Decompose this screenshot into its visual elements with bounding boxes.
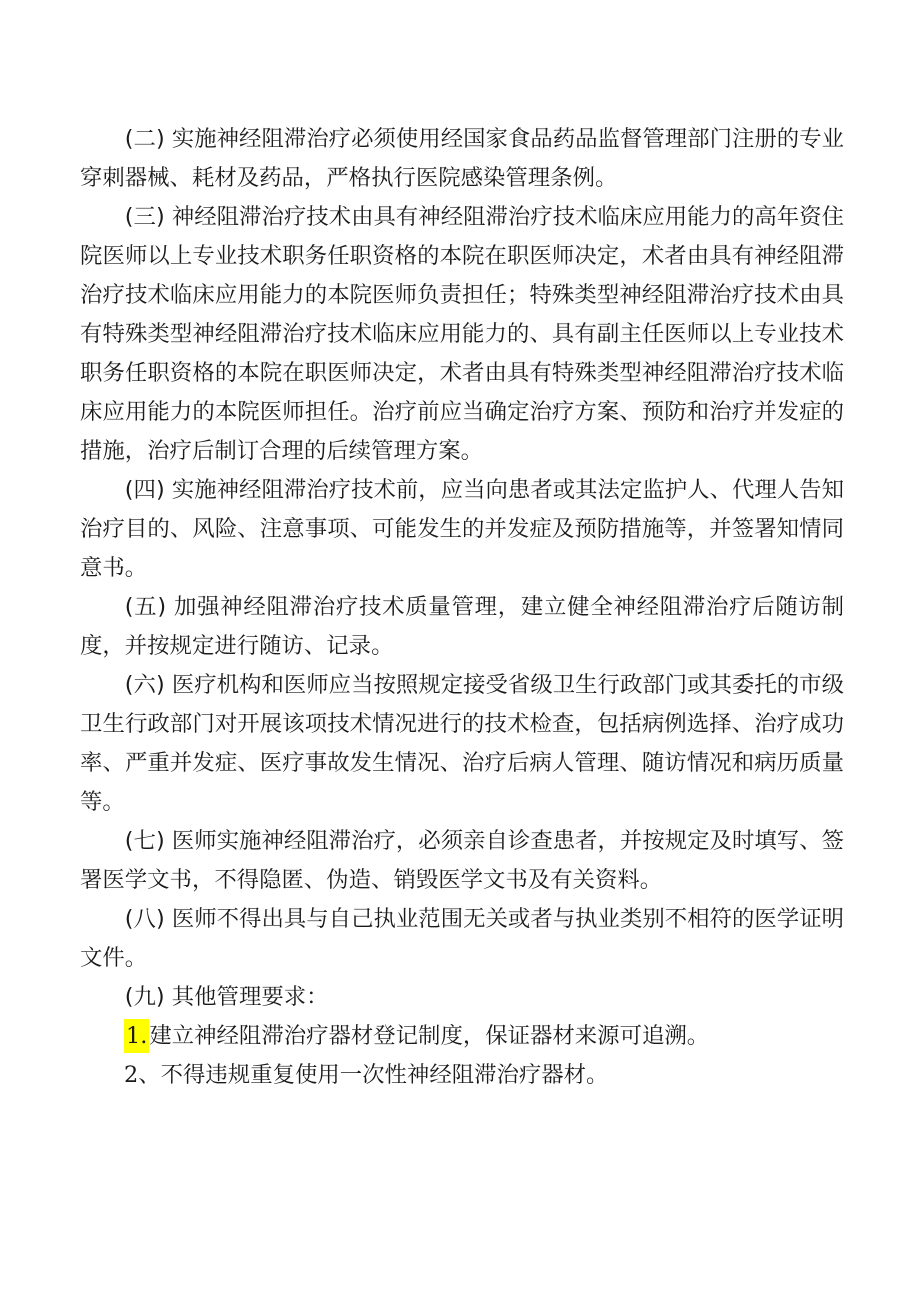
list-item-number-highlighted: 1.	[124, 1019, 149, 1053]
paragraph-9: (九) 其他管理要求：	[124, 984, 329, 1010]
document-page	[80, 120, 844, 1095]
list-item-text: 不得违规重复使用一次性神经阻滞治疗器材。	[160, 1062, 609, 1088]
list-item-1	[80, 1017, 844, 1056]
list-item-2	[80, 1056, 844, 1095]
paragraph-8: (八) 医师不得出具与自己执业范围无关或者与执业类别不相符的医学证明文件。	[80, 906, 844, 971]
paragraph-2: (二) 实施神经阻滞治疗必须使用经国家食品药品监督管理部门注册的专业穿刺器械、耗材及药品，严格执行医院感染管理条例。	[80, 126, 844, 191]
paragraph-5: (五) 加强神经阻滞治疗技术质量管理，建立健全神经阻滞治疗后随访制度，并按规定进行随访、记录。	[80, 594, 844, 659]
list-item-text: 建立神经阻滞治疗器材登记制度，保证器材来源可追溯。	[149, 1023, 710, 1049]
paragraph-6: (六) 医疗机构和医师应当按照规定接受省级卫生行政部门或其委托的市级卫生行政部门对开展该项技术情况进行的技术检查，包括病例选择、治疗成功率、严重并发症、医疗事故发生情况、治疗后病人管理、随访情况和病历质量等。	[80, 672, 844, 815]
paragraph-3: (三) 神经阻滞治疗技术由具有神经阻滞治疗技术临床应用能力的高年资住院医师以上专业技术职务任职资格的本院在职医师决定，术者由具有神经阻滞治疗技术临床应用能力的本院医师负责担任；特殊类型神经阻滞治疗技术由具有特殊类型神经阻滞治疗技术临床应用能力的、具有副主任医师以上专业技术职务任职资格的本院在职医师决定，术者由具有特殊类型神经阻滞治疗技术临床应用能力的本院医师担任。治疗前应当确定治疗方案、预防和治疗并发症的措施，治疗后制订合理的后续管理方案。	[80, 204, 844, 464]
paragraph-7: (七) 医师实施神经阻滞治疗，必须亲自诊查患者，并按规定及时填写、签署医学文书，不得隐匿、伪造、销毁医学文书及有关资料。	[80, 828, 844, 893]
list-item-number: 2、	[124, 1062, 161, 1088]
paragraph-4: (四) 实施神经阻滞治疗技术前，应当向患者或其法定监护人、代理人告知治疗目的、风险、注意事项、可能发生的并发症及预防措施等，并签署知情同意书。	[80, 477, 844, 581]
